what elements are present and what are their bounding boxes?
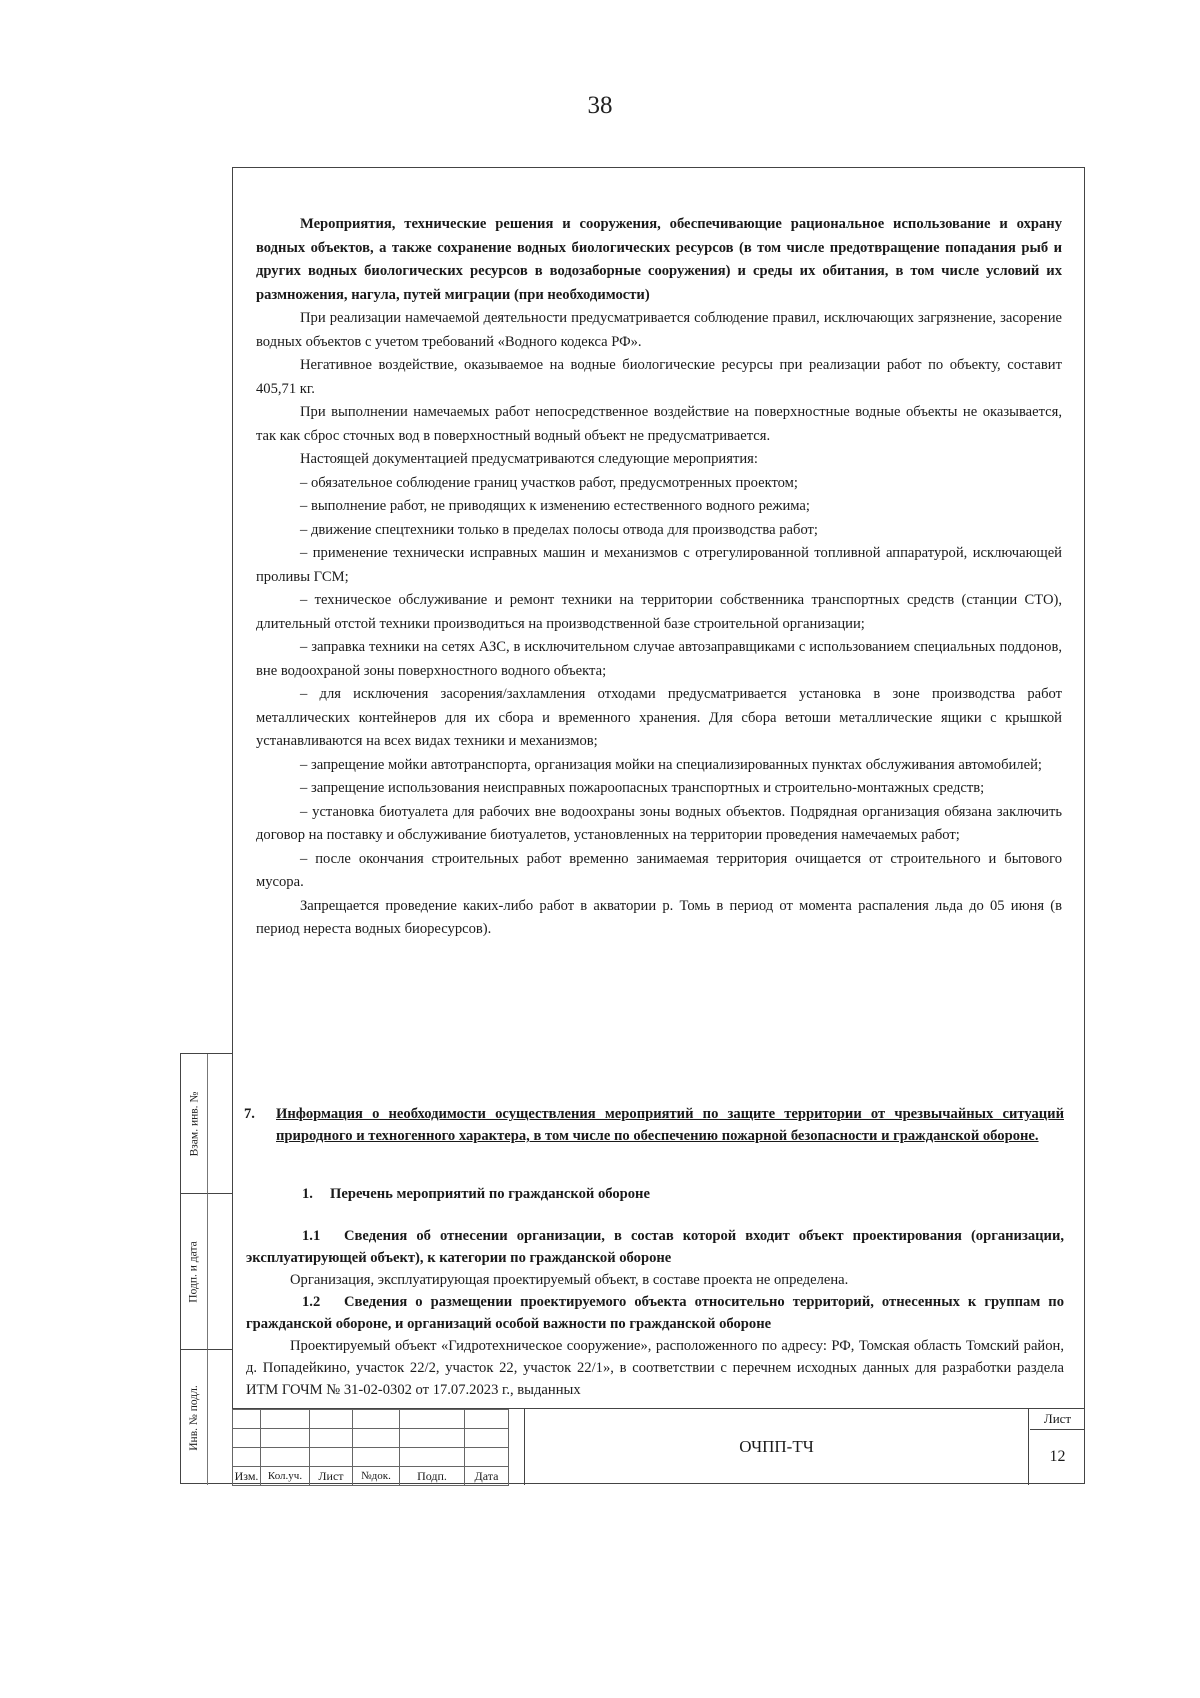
subsection-1-1-heading	[246, 1225, 1064, 1269]
main-text	[256, 213, 1062, 942]
list-item: – запрещение мойки автотранспорта, организация мойки на специализированных пунктах обслуживания автомобилей;	[300, 756, 1042, 773]
paragraph: При выполнении намечаемых работ непосредственное воздействие на поверхностные водные объекты не оказывается, так как сброс сточных вод в поверхностный водный объект не предусматривается.	[256, 404, 1062, 444]
page-number: 38	[587, 92, 613, 119]
subsection-1-2-text: Проектируемый объект «Гидротехническое сооружение», расположенного по адресу: РФ, Томская область Томский район, д. Попадейкино, участок 22/2, участок 22, участок 22/1», в соответствии с перечнем исходных данных для разработки раздела ИТМ ГОЧМ № 31-02-0302 от 17.07.2023 г., выданных	[246, 1338, 1064, 1398]
list-item: – применение технически исправных машин и механизмов с отрегулированной топливной аппаратурой, исключающей проливы ГСМ;	[256, 545, 1062, 585]
subsection-1-title: Перечень мероприятий по гражданской обороне	[330, 1186, 650, 1202]
side-cell-signature	[181, 1194, 207, 1350]
subsection-1-1-title: Сведения об отнесении организации, в состав которой входит объект проектирования (организации, эксплуатирующей объект), к категории по гражданской обороне	[246, 1228, 1064, 1266]
side-cell-replacement	[181, 1054, 207, 1194]
list-item: – установка биотуалета для рабочих вне водоохраны зоны водных объектов. Подрядная организация обязана заключить договор на поставку и обслуживание биотуалетов, установленных на территории проведения намечаемых работ;	[256, 803, 1062, 843]
stamp-col-count: Кол.уч.	[261, 1467, 310, 1486]
subsection-1-2-number: 1.2	[302, 1294, 321, 1310]
list-item: – заправка техники на сетях АЗС, в исключительном случае автозаправщиками с использованием специальных поддонов, вне водоохраной зоны поверхностного водного объекта;	[256, 639, 1062, 679]
paragraph: Запрещается проведение каких-либо работ в акватории р. Томь в период от момента распаления льда до 05 июня (в период нереста водных биоресурсов).	[256, 897, 1062, 937]
paragraph: Настоящей документацией предусматриваются следующие мероприятия:	[300, 451, 758, 467]
section-7-title: Информация о необходимости осуществления мероприятий по защите территории от чрезвычайных ситуаций природного и техногенного характера, в том числе по обеспечению пожарной безопасности и гражданской обороне.	[276, 1106, 1064, 1144]
paragraph: Негативное воздействие, оказываемое на водные биологические ресурсы при реализации работ по объекту, составит 405,71 кг.	[256, 357, 1062, 397]
side-label-replacement: Взам. инв. №	[188, 1091, 200, 1156]
subsection-1-2-heading	[246, 1291, 1064, 1335]
subsection-1-1-number: 1.1	[302, 1228, 321, 1244]
list-item: – движение спецтехники только в пределах полосы отвода для производства работ;	[300, 521, 818, 538]
subsection-1-1-text: Организация, эксплуатирующая проектируемый объект, в составе проекта не определена.	[290, 1272, 849, 1288]
civil-defense-block	[246, 1183, 1064, 1401]
side-label-signature: Подп. и дата	[188, 1240, 200, 1303]
subsection-1-number: 1.	[302, 1186, 313, 1202]
sheet-label: Лист	[1030, 1409, 1085, 1430]
subsection-1-2-title: Сведения о размещении проектируемого объекта относительно территорий, отнесенных к группам по гражданской обороне, и организаций особой важности по гражданской обороне	[246, 1294, 1064, 1332]
document-code: ОЧПП-ТЧ	[524, 1409, 1029, 1485]
section-7-heading	[244, 1103, 1064, 1147]
paragraph: При реализации намечаемой деятельности предусматривается соблюдение правил, исключающих загрязнение, засорение водных объектов с учетом требований «Водного кодекса РФ».	[256, 310, 1062, 350]
side-cell-original-value	[207, 1350, 233, 1485]
list-item: – после окончания строительных работ временно занимаемая территория очищается от строительного и бытового мусора.	[256, 850, 1062, 890]
subsection-1-heading	[246, 1183, 1064, 1205]
side-stamp-strip	[180, 1053, 232, 1484]
section-7-number: 7.	[244, 1106, 255, 1122]
stamp-col-signature: Подп.	[400, 1467, 465, 1486]
title-block	[232, 1408, 1085, 1484]
list-item: – обязательное соблюдение границ участков работ, предусмотренных проектом;	[300, 474, 798, 491]
side-cell-signature-value	[207, 1194, 233, 1350]
list-item: – запрещение использования неисправных пожароопасных транспортных и строительно-монтажных средств;	[300, 780, 985, 796]
list-item: – выполнение работ, не приводящих к изменению естественного водного режима;	[300, 498, 810, 514]
list-item: – для исключения засорения/захламления отходами предусматривается установка в зоне производства работ металлических контейнеров для их сбора и временного хранения. Для сбора ветоши металлические ящики с крышкой устанавливаются на всех видах техники и механизмов;	[256, 686, 1062, 749]
side-cell-original	[181, 1350, 207, 1485]
side-label-original: Инв. № подл.	[188, 1384, 200, 1451]
stamp-col-date: Дата	[465, 1467, 509, 1486]
title-block-table	[232, 1409, 509, 1486]
stamp-col-sheet: Лист	[310, 1467, 353, 1486]
stamp-col-change: Изм.	[233, 1467, 261, 1486]
side-cell-replacement-value	[207, 1054, 233, 1194]
section-heading: Мероприятия, технические решения и сооружения, обеспечивающие рациональное использование и охрану водных объектов, а также сохранение водных биологических ресурсов (в том числе предотвращение попадания рыб и других водных биологических ресурсов в водозаборные сооружения) и среды их обитания, в том числе условий их размножения, нагула, путей миграции (при необходимости)	[256, 216, 1062, 303]
stamp-col-doc: №док.	[353, 1467, 400, 1486]
list-item: – техническое обслуживание и ремонт техники на территории собственника транспортных средств (станции СТО), длительный отстой техники производиться на производственной базе строительной организации;	[256, 592, 1062, 632]
sheet-number: 12	[1049, 1448, 1066, 1465]
